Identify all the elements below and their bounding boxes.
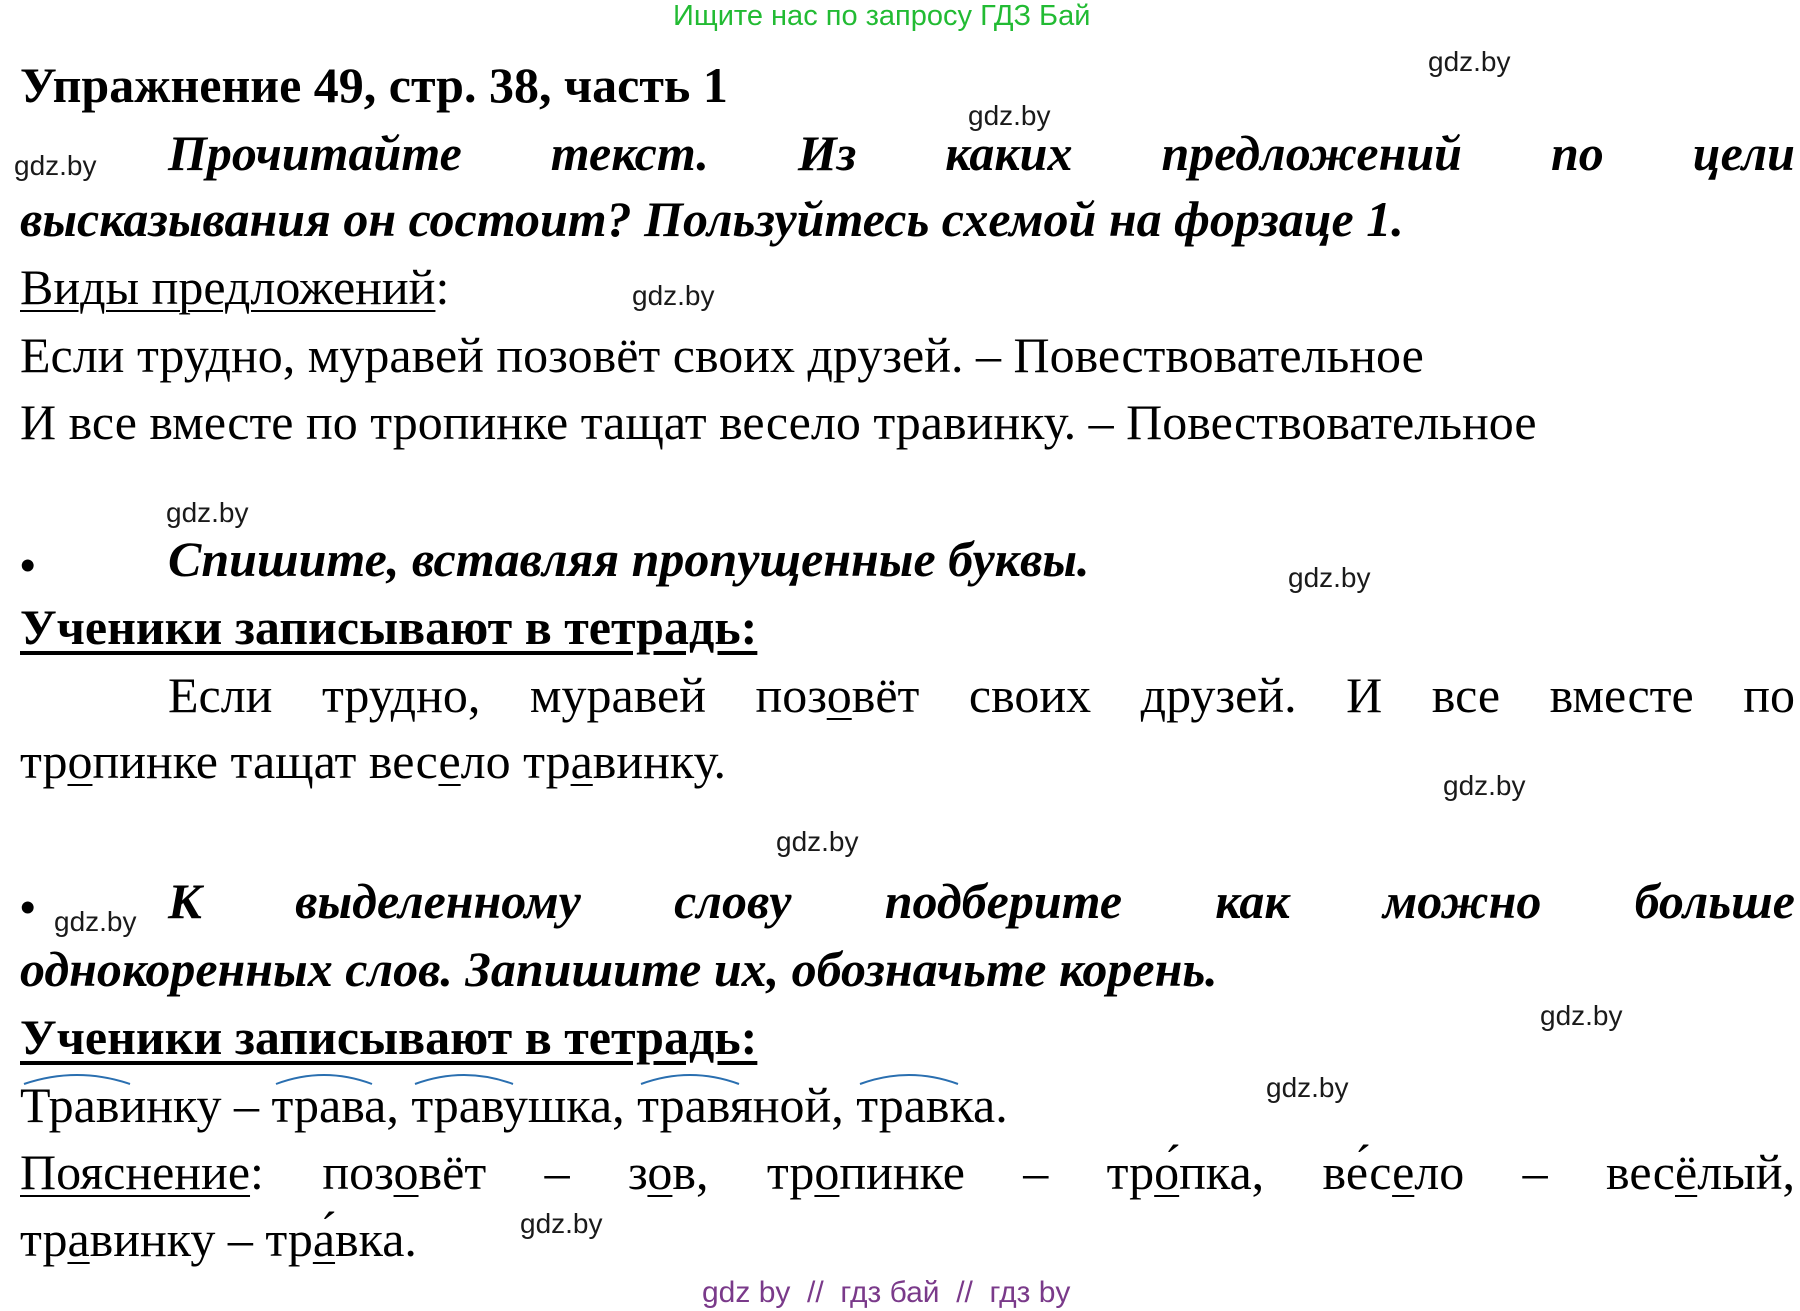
task-1-line-1: Прочитайте текст. Из каких предложений по цели [168, 125, 1795, 181]
text-segment: вка. [335, 1211, 417, 1267]
text-segment: тр [20, 1211, 68, 1267]
explanation-text [322, 1144, 1795, 1200]
explanation-text [20, 1211, 417, 1267]
bullet: • [20, 541, 36, 590]
watermark: gdz.by [1428, 46, 1511, 77]
copy-text-line-1: Если трудно, муравей позовёт своих друзей. И все вместе по [168, 667, 1796, 723]
text-segment: пка, ве́с [1179, 1144, 1393, 1200]
watermark: gdz.by [1443, 770, 1526, 801]
missing-letter: о́ [1154, 1144, 1180, 1200]
text-segment: лый, [1697, 1144, 1795, 1200]
root-arc [858, 1070, 960, 1086]
watermark: gdz.by [54, 906, 137, 937]
copy-text-line-2: тропинке тащат весело травинку. [20, 733, 726, 789]
root-arc [413, 1070, 515, 1086]
watermark: gdz.by [632, 280, 715, 311]
footer-links[interactable]: gdz by // гдз бай // гдз by [702, 1276, 1071, 1309]
text-segment: в, тр [672, 1144, 815, 1200]
watermark: gdz.by [520, 1208, 603, 1239]
students-write-heading: Ученики записывают в тетрадь: [20, 1009, 758, 1065]
watermark: gdz.by [1288, 562, 1371, 593]
missing-letter: а [67, 1211, 90, 1267]
explanation-line-2 [20, 1210, 417, 1268]
task-3-line-1: К выделенному слову подберите как можно больше [168, 873, 1795, 929]
task-3-line-2: однокоренных слов. Запишите их, обозначьте корень. [20, 941, 1218, 997]
root-word: трава [272, 1076, 387, 1134]
text-segment: поз [322, 1144, 394, 1200]
root-arc [274, 1070, 374, 1086]
page-title: Упражнение 49, стр. 38, часть 1 [20, 57, 728, 113]
students-write-heading: Ученики записывают в тетрадь: [20, 599, 758, 655]
search-hint-link[interactable]: Ищите нас по запросу ГДЗ Бай [673, 0, 1091, 32]
root-word: травушка [411, 1076, 612, 1134]
text-segment: ло – вес [1414, 1144, 1675, 1200]
task-2: Спишите, вставляя пропущенные буквы. [168, 531, 1090, 587]
text-segment: вёт – з [418, 1144, 648, 1200]
explanation-line-1: Пояснение: позовёт – зов, тропинке – тро́пка, ве́село – весёлый, [20, 1144, 1795, 1200]
root-arc [22, 1070, 132, 1086]
watermark: gdz.by [968, 100, 1051, 131]
sentence-2: И все вместе по тропинке тащат весело травинку. – Повествовательное [20, 394, 1537, 450]
watermark: gdz.by [1540, 1000, 1623, 1031]
root-word: травка [856, 1076, 995, 1134]
text-segment: пинке – тр [839, 1144, 1155, 1200]
missing-letter: о [814, 1144, 840, 1200]
missing-letter: е [1392, 1144, 1415, 1200]
missing-letter: о [393, 1144, 419, 1200]
root-word: травяной [637, 1076, 831, 1134]
root-arc [639, 1070, 741, 1086]
missing-letter: о [647, 1144, 673, 1200]
text-segment: винку – тр [89, 1211, 313, 1267]
watermark: gdz.by [776, 826, 859, 857]
watermark: gdz.by [14, 150, 97, 181]
missing-letter: а́ [312, 1211, 336, 1267]
bullet: • [20, 883, 36, 932]
task-1-line-2: высказывания он состоит? Пользуйтесь схемой на форзаце 1. [20, 191, 1404, 247]
types-heading: Виды предложений: [20, 259, 450, 315]
root-words-line: Травинку – трава, травушка, травяной, травка. [20, 1076, 1008, 1134]
missing-letter: ё [1674, 1144, 1698, 1200]
sentence-1: Если трудно, муравей позовёт своих друзей. – Повествовательное [20, 327, 1424, 383]
watermark: gdz.by [1266, 1072, 1349, 1103]
root-word: Травинку [20, 1076, 222, 1134]
watermark: gdz.by [166, 497, 249, 528]
